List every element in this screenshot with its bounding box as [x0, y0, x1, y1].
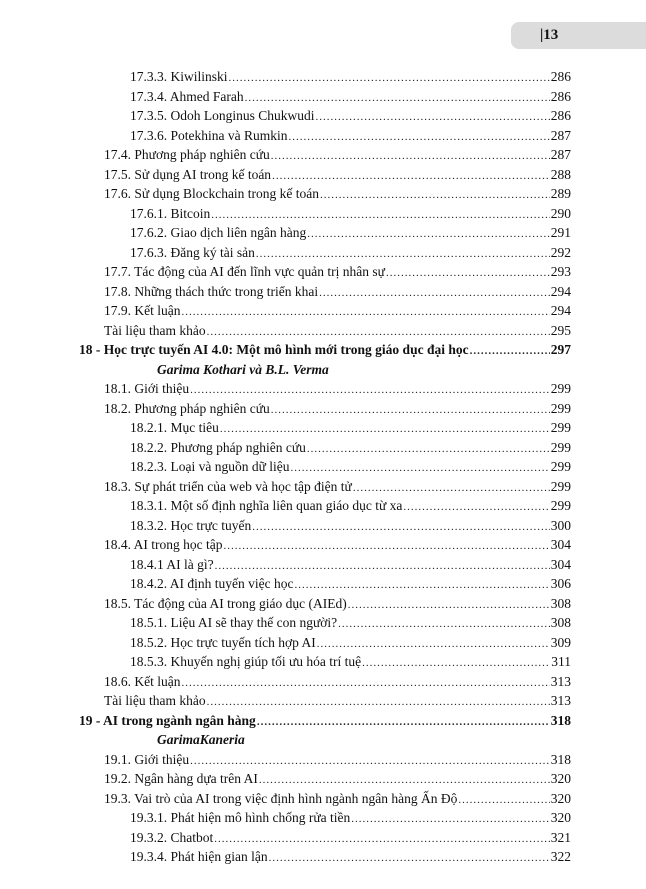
toc-entry[interactable] [130, 457, 571, 476]
toc-entry[interactable] [104, 535, 571, 554]
toc-entry-page: 306 [550, 576, 571, 591]
toc-entry[interactable] [104, 301, 571, 320]
toc-entry-page: 299 [550, 420, 571, 435]
toc-entry[interactable] [130, 67, 571, 86]
toc-entry[interactable] [130, 828, 571, 847]
dot-leader [307, 440, 550, 459]
toc-entry[interactable] [104, 165, 571, 184]
page-number-tab [511, 22, 646, 49]
toc-entry-title: 17.6.2. Giao dịch liên ngân hàng [130, 225, 307, 240]
toc-entry-page: 291 [550, 225, 571, 240]
dot-leader [319, 284, 550, 303]
toc-entry-page: 318 [550, 751, 571, 767]
toc-entry-title: 17.8. Những thách thức trong triển khai [104, 283, 319, 299]
toc-entry-title: 17.7. Tác động của AI đến lĩnh vực quản trị nhân sự [104, 264, 385, 279]
toc-entry-page: 313 [550, 673, 571, 689]
toc-entry-page: 304 [550, 556, 571, 572]
toc-entry[interactable] [130, 223, 571, 242]
toc-entry[interactable] [104, 145, 571, 164]
dot-leader [256, 245, 550, 264]
toc-entry[interactable] [130, 574, 571, 593]
dot-leader [348, 596, 550, 615]
dot-leader [338, 615, 550, 634]
toc-entry[interactable] [130, 87, 571, 106]
toc-entry-page: 320 [550, 810, 571, 825]
toc-entry-page: 295 [550, 322, 571, 338]
toc-chapter[interactable] [79, 711, 571, 730]
toc-entry-title: 19.1. Giới thiệu [104, 751, 190, 767]
chapter-authors: Garima Kothari và B.L. Verma [157, 361, 329, 377]
toc-entry-title: 18.4.2. AI định tuyến việc học [130, 576, 294, 591]
toc-entry-title: 19.3.2. Chatbot [130, 829, 214, 845]
toc-entry-title: 19.2. Ngân hàng dựa trên AI [104, 771, 258, 786]
toc-entry-title: 17.6.3. Đăng ký tài sản [130, 244, 255, 260]
toc-chapter[interactable] [79, 340, 571, 359]
toc-entry[interactable] [130, 808, 571, 827]
dot-leader [214, 830, 550, 849]
dot-leader [320, 186, 550, 205]
dot-leader [291, 459, 550, 478]
toc-entry-title: 17.9. Kết luận [104, 303, 181, 318]
toc-entry[interactable] [104, 769, 571, 788]
toc-chapter-title: 19 - AI trong ngành ngân hàng [79, 712, 256, 728]
toc-entry-page: 288 [550, 166, 571, 182]
toc-entry-title: 18.3.1. Một số định nghĩa liên quan giáo dục từ xa [130, 498, 403, 513]
dot-leader [223, 537, 549, 556]
toc-entry-page: 287 [550, 127, 571, 143]
toc-entry-title: 18.2.1. Mục tiêu [130, 420, 219, 435]
dot-leader [470, 342, 550, 361]
toc-entry-title: 17.6. Sử dụng Blockchain trong kế toán [104, 186, 320, 201]
toc-entry-title: 18.1. Giới thiệu [104, 381, 190, 396]
toc-entry[interactable] [130, 438, 571, 457]
toc-entry-page: 297 [550, 342, 571, 357]
toc-entry[interactable] [104, 691, 571, 710]
toc-entry-page: 294 [550, 283, 571, 299]
dot-leader [289, 128, 550, 147]
toc-entry-page: 299 [550, 439, 571, 455]
dot-leader [271, 401, 550, 420]
dot-leader [269, 849, 550, 868]
toc-entry-title: 18.3.2. Học trực tuyến [130, 517, 252, 533]
toc-entry[interactable] [104, 379, 571, 398]
dot-leader [182, 303, 550, 322]
toc-entry-page: 299 [550, 400, 571, 416]
toc-entry-page: 321 [550, 829, 571, 845]
toc-entry-title: 18.5.3. Khuyến nghị giúp tối ưu hóa trí tuệ [130, 654, 362, 669]
dot-leader [307, 225, 550, 244]
toc-entry-title: 17.5. Sử dụng AI trong kế toán [104, 166, 272, 182]
toc-entry-page: 304 [550, 537, 571, 552]
dot-leader [353, 479, 550, 498]
toc-entry-page: 320 [550, 790, 571, 806]
toc-entry-page: 299 [550, 478, 571, 494]
toc-entry[interactable] [130, 847, 571, 866]
toc-entry[interactable] [130, 633, 571, 652]
toc-entry-page: 318 [550, 712, 571, 728]
toc-entry-title: Tài liệu tham khảo [104, 322, 206, 338]
dot-leader [458, 791, 549, 810]
toc-entry-page: 294 [550, 303, 571, 318]
toc-entry-title: 18.5.1. Liệu AI sẽ thay thế con người? [130, 615, 338, 630]
dot-leader [294, 576, 549, 595]
dot-leader [317, 635, 550, 654]
toc-entry[interactable] [130, 516, 571, 535]
dot-leader [386, 264, 550, 283]
dot-leader [182, 674, 550, 693]
toc-entry-page: 287 [550, 147, 571, 162]
toc-entry-title: 18.4. AI trong học tập [104, 537, 223, 552]
toc-entry[interactable] [130, 555, 571, 574]
dot-leader [271, 147, 550, 166]
toc-entry-title: 17.3.3. Kiwilinski [130, 69, 228, 84]
dot-leader [207, 323, 550, 342]
dot-leader [215, 557, 550, 576]
toc-entry[interactable] [130, 613, 571, 632]
toc-entry[interactable] [104, 321, 571, 340]
dot-leader [190, 752, 550, 771]
toc-entry[interactable] [130, 652, 571, 671]
toc-entry-page: 299 [550, 381, 571, 396]
toc-entry-title: 18.6. Kết luận [104, 673, 181, 689]
toc-entry-page: 322 [550, 849, 571, 864]
toc-entry[interactable] [104, 399, 571, 418]
toc-entry-page: 313 [550, 693, 571, 708]
toc-chapter-title: 18 - Học trực tuyến AI 4.0: Một mô hình mới trong giáo dục đại học [79, 342, 469, 357]
page-number: |13 [540, 27, 559, 43]
toc-entry[interactable] [130, 418, 571, 437]
toc-entry[interactable] [130, 243, 571, 262]
toc-entry-title: 18.3. Sự phát triển của web và học tập điện tử [104, 478, 352, 494]
toc-entry[interactable] [130, 496, 571, 515]
toc-entry-page: 289 [550, 186, 571, 201]
toc-entry-title: 18.5. Tác động của AI trong giáo dục (AIEd) [104, 595, 347, 611]
toc-entry[interactable] [104, 750, 571, 769]
dot-leader [362, 654, 550, 673]
toc-entry-title: 19.3. Vai trò của AI trong việc định hình ngành ngân hàng Ấn Độ [104, 790, 458, 806]
toc-entry-page: 299 [550, 498, 571, 513]
toc-entry[interactable] [104, 594, 571, 613]
toc-entry[interactable] [130, 204, 571, 223]
dot-leader [211, 206, 550, 225]
chapter-authors: GarimaKaneria [157, 732, 245, 747]
toc-entry-page: 308 [550, 615, 571, 630]
toc-entry-page: 286 [550, 69, 571, 84]
toc-entry-title: 18.4.1 AI là gì? [130, 556, 214, 572]
dot-leader [220, 420, 550, 439]
toc-entry[interactable] [104, 282, 571, 301]
toc-entry-page: 309 [550, 634, 571, 650]
toc-entry-title: 17.3.4. Ahmed Farah [130, 88, 244, 104]
dot-leader [316, 108, 550, 127]
dot-leader [259, 771, 550, 790]
dot-leader [207, 693, 550, 712]
toc-entry-page: 293 [550, 264, 571, 279]
dot-leader [252, 518, 549, 537]
toc-entry[interactable] [104, 672, 571, 691]
toc-entry-title: 18.2. Phương pháp nghiên cứu [104, 400, 270, 416]
dot-leader [351, 810, 549, 829]
dot-leader [229, 69, 550, 88]
toc-entry-page: 311 [551, 654, 571, 669]
toc-entry[interactable] [104, 184, 571, 203]
toc-entry-page: 286 [550, 108, 571, 123]
toc-entry-page: 286 [550, 88, 571, 104]
dot-leader [272, 167, 550, 186]
toc-entry-title: 19.3.4. Phát hiện gian lận [130, 849, 268, 864]
toc-entry[interactable] [130, 126, 571, 145]
toc-entry-page: 320 [550, 771, 571, 786]
toc-entry[interactable] [104, 262, 571, 281]
dot-leader [257, 713, 550, 732]
toc-entry[interactable] [130, 106, 571, 125]
toc-entry-page: 300 [550, 517, 571, 533]
toc-entry-title: 17.3.5. Odoh Longinus Chukwudi [130, 108, 315, 123]
dot-leader [403, 498, 549, 517]
toc-entry-page: 290 [550, 205, 571, 221]
toc-entry-title: 17.6.1. Bitcoin [130, 205, 211, 221]
toc-entry-title: 17.4. Phương pháp nghiên cứu [104, 147, 270, 162]
toc-entry-title: 19.3.1. Phát hiện mô hình chống rửa tiền [130, 810, 351, 825]
toc-entry-title: Tài liệu tham khảo [104, 693, 206, 708]
dot-leader [245, 89, 550, 108]
toc-entry-title: 18.2.3. Loại và nguồn dữ liệu [130, 459, 290, 474]
toc-entry-page: 299 [550, 459, 571, 474]
toc-entry-page: 308 [550, 595, 571, 611]
dot-leader [190, 381, 550, 400]
toc-entry[interactable] [104, 477, 571, 496]
toc-entry-title: 18.2.2. Phương pháp nghiên cứu [130, 439, 306, 455]
toc-entry-title: 18.5.2. Học trực tuyến tích hợp AI [130, 634, 316, 650]
toc-entry-page: 292 [550, 244, 571, 260]
toc-entry[interactable] [104, 789, 571, 808]
toc-entry-title: 17.3.6. Potekhina và Rumkin [130, 127, 288, 143]
